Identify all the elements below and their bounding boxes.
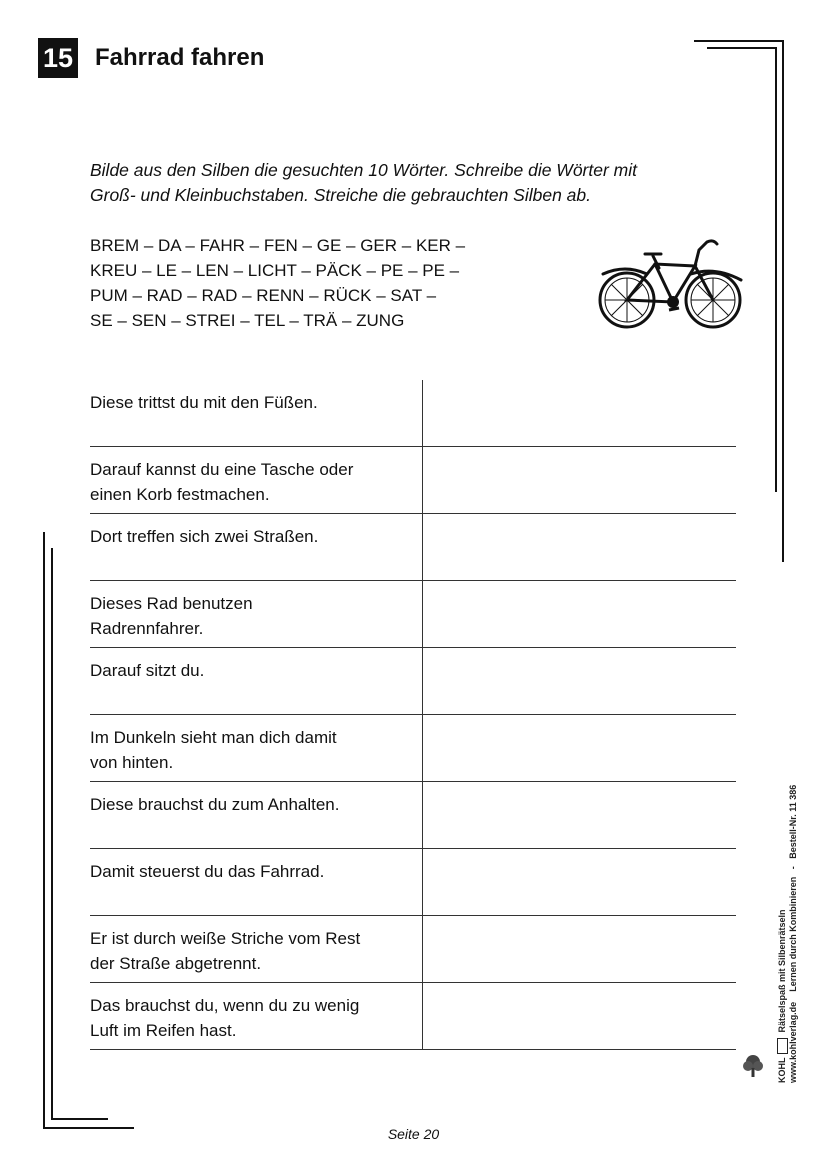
answer-field[interactable] (422, 648, 736, 714)
clue-text (90, 983, 422, 1049)
sidebar-row (788, 783, 799, 1083)
clue-text (90, 581, 422, 647)
clue-row (90, 447, 736, 514)
clue-text (90, 849, 422, 915)
clue-line: Luft im Reifen hast. (90, 1021, 237, 1040)
clue-text (90, 715, 422, 781)
answer-field[interactable] (422, 782, 736, 848)
clue-row (90, 782, 736, 849)
publisher-brand (777, 783, 788, 1083)
logo-box-icon (777, 1039, 788, 1055)
clue-text (90, 648, 422, 714)
syllable-line: PUM – RAD – RAD – RENN – RÜCK – SAT – (90, 286, 437, 305)
separator: - (788, 866, 798, 870)
answer-field[interactable] (422, 581, 736, 647)
clue-line: Darauf kannst du eine Tasche oder (90, 460, 354, 479)
answer-field[interactable] (422, 849, 736, 915)
clue-row (90, 916, 736, 983)
instructions (90, 158, 740, 208)
clue-line: Dort treffen sich zwei Straßen. (90, 527, 319, 546)
answer-field[interactable] (422, 983, 736, 1049)
clue-row (90, 849, 736, 916)
clue-line: von hinten. (90, 753, 174, 772)
clue-text (90, 782, 422, 848)
page-number: Seite 20 (387, 1126, 440, 1142)
kohl-logo (777, 1039, 788, 1084)
clue-line: Dieses Rad benutzen (90, 594, 253, 613)
syllable-line: KREU – LE – LEN – LICHT – PÄCK – PE – PE – (90, 261, 460, 280)
clue-text (90, 447, 422, 513)
answer-field[interactable] (422, 916, 736, 982)
clue-row (90, 983, 736, 1050)
clue-text (90, 514, 422, 580)
clue-line: Darauf sitzt du. (90, 661, 205, 680)
instruction-line: Groß- und Kleinbuchstaben. Streiche die gebrauchten Silben ab. (90, 185, 592, 205)
syllable-line: SE – SEN – STREI – TEL – TRÄ – ZUNG (90, 311, 405, 330)
book-subtitle: Lernen durch Kombinieren (788, 876, 798, 992)
clue-text (90, 380, 422, 446)
page-title: Fahrrad fahren (95, 44, 265, 71)
clue-line: der Straße abgetrennt. (90, 954, 262, 973)
order-number: Bestell-Nr. 11 386 (788, 784, 798, 859)
clue-text (90, 916, 422, 982)
clue-line: Das brauchst du, wenn du zu wenig (90, 996, 360, 1015)
clue-row (90, 715, 736, 782)
clue-line: Diese trittst du mit den Füßen. (90, 393, 318, 412)
clue-row (90, 648, 736, 715)
clue-line: Er ist durch weiße Striche vom Rest (90, 929, 361, 948)
clue-row (90, 581, 736, 648)
syllable-list (90, 233, 465, 333)
clue-line: Radrennfahrer. (90, 619, 204, 638)
publisher-url: www.kohlverlag.de (788, 1001, 798, 1083)
tree-icon (742, 1054, 764, 1078)
clue-table (90, 380, 736, 1050)
clue-line: Damit steuerst du das Fahrrad. (90, 862, 325, 881)
syllable-line: BREM – DA – FAHR – FEN – GE – GER – KER – (90, 236, 466, 255)
clue-line: Diese brauchst du zum Anhalten. (90, 795, 340, 814)
answer-field[interactable] (422, 514, 736, 580)
instruction-line: Bilde aus den Silben die gesuchten 10 Wörter. Schreibe die Wörter mit (90, 160, 637, 180)
answer-field[interactable] (422, 380, 736, 446)
publisher-name: KOHL (777, 1057, 787, 1083)
book-title: Rätselspaß mit Silbenrätseln (777, 909, 787, 1033)
answer-field[interactable] (422, 715, 736, 781)
answer-field[interactable] (422, 447, 736, 513)
clue-line: Im Dunkeln sieht man dich damit (90, 728, 337, 747)
clue-line: einen Korb festmachen. (90, 485, 270, 504)
clue-row (90, 514, 736, 581)
exercise-number: 15 (38, 38, 78, 78)
bicycle-icon (595, 234, 745, 334)
publisher-sidebar (777, 783, 799, 1083)
clue-row (90, 380, 736, 447)
